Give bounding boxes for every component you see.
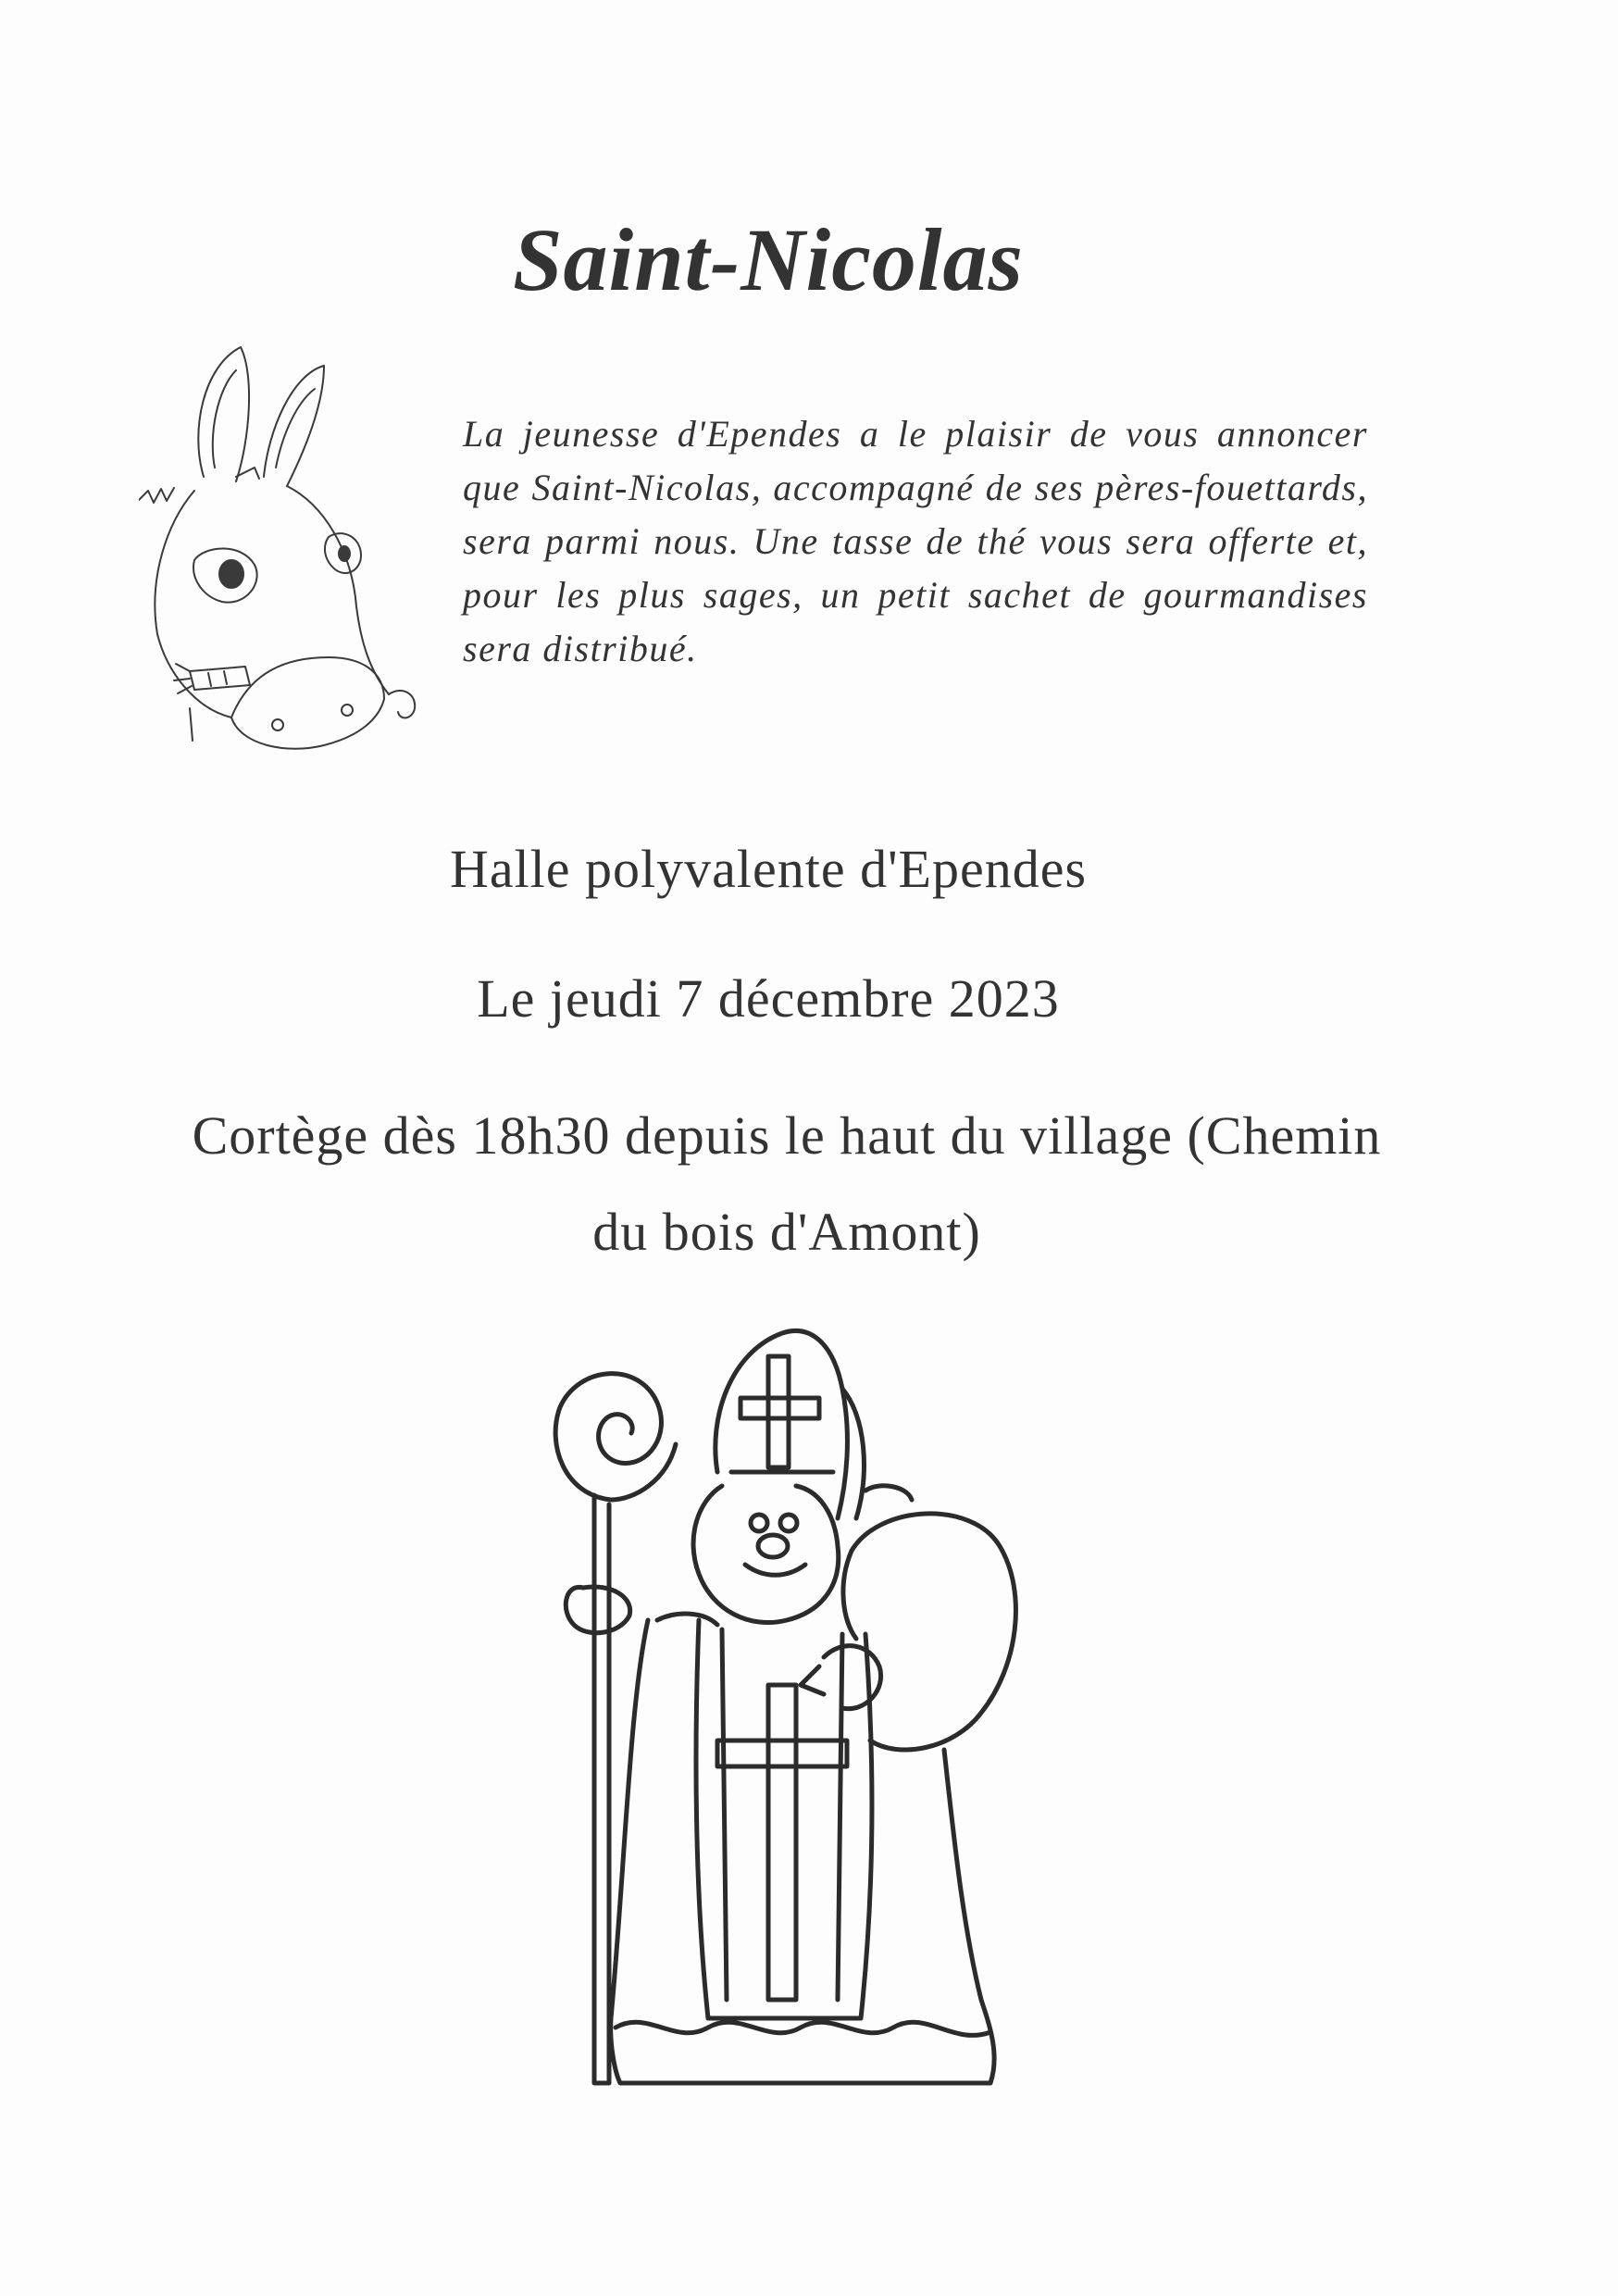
- page-title: Saint-Nicolas: [513, 210, 1024, 309]
- donkey-illustration: [139, 338, 444, 755]
- event-date: Le jeudi 7 décembre 2023: [477, 968, 1060, 1029]
- event-cortege: Cortège dès 18h30 depuis le haut du village (Chemin du bois d'Amont): [192, 1105, 1382, 1262]
- event-location: Halle polyvalente d'Ependes: [449, 839, 1088, 899]
- intro-paragraph: La jeunesse d'Ependes a le plaisir de vous annoncer que Saint-Nicolas, accompagné de ses pères-fouettards, sera parmi nous. Une tasse de thé vous sera offerte et, pour les plus sages, un petit sachet de gourmandises sera distribué.: [463, 413, 1368, 669]
- saint-nicolas-illustration: [546, 1315, 1027, 2120]
